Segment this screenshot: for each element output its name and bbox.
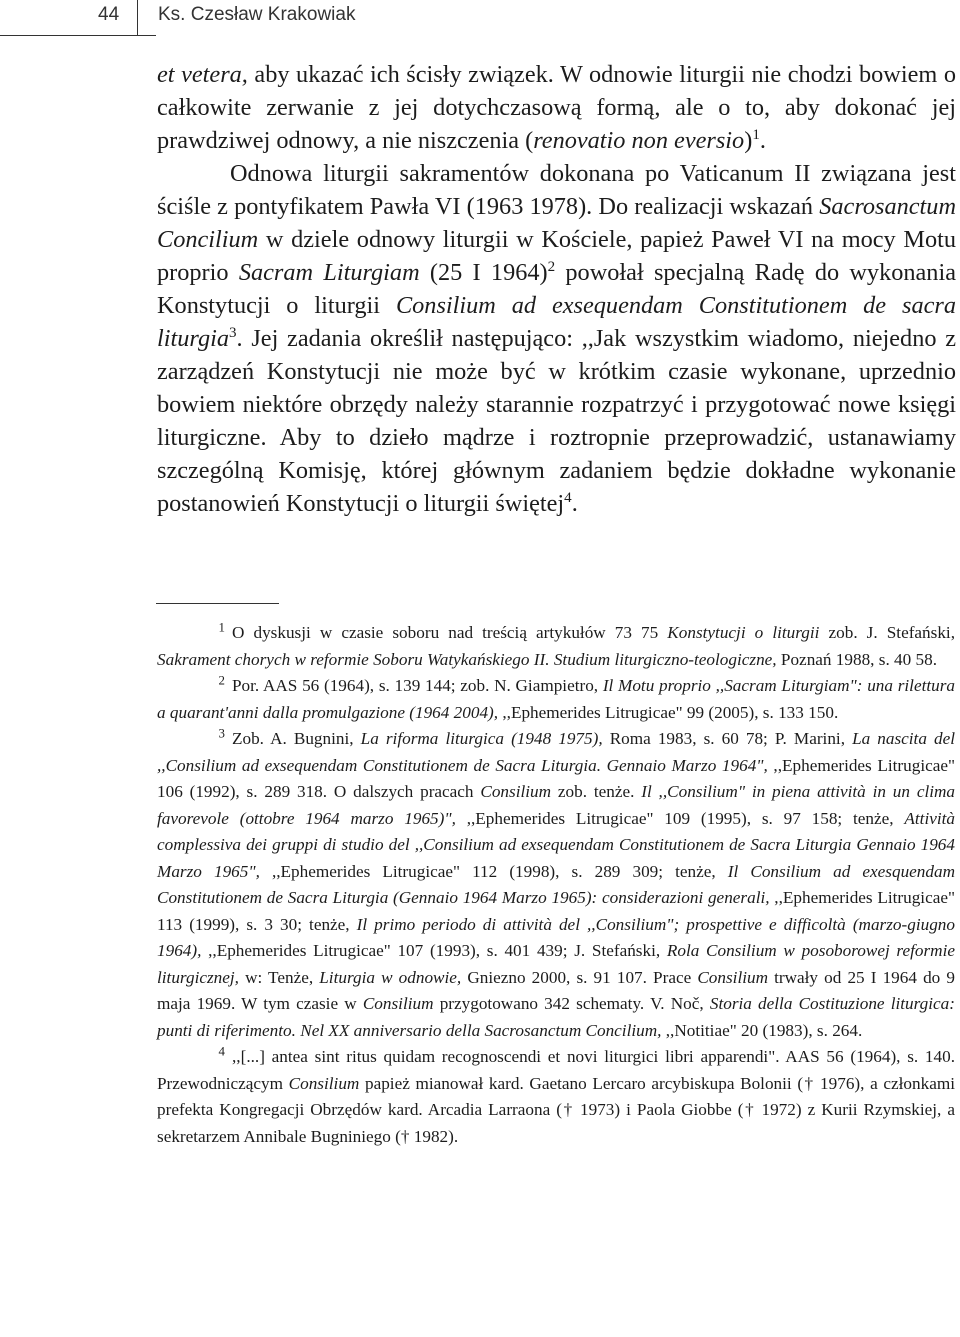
text-span: ,,Ephemerides Litrugicae" 107 (1993), s. 401 439; J. Stefański, bbox=[201, 941, 667, 960]
italic-text: Sakrament chorych w reformie Soboru Watykańskiego II. Studium liturgiczno-teologiczne, bbox=[157, 649, 777, 669]
page-header bbox=[0, 0, 960, 40]
header-rule bbox=[0, 35, 156, 36]
page-number: 44 bbox=[98, 4, 120, 25]
italic-text: Il ,,Consilium" in piena attività in un clima favorevole (ottobre 1964 marzo 1965)", bbox=[157, 782, 956, 828]
main-text bbox=[157, 58, 956, 520]
italic-text: et vetera, bbox=[157, 61, 248, 88]
text-span: . bbox=[571, 490, 578, 517]
italic-text: Attività complessiva dei gruppi di studio del ,,Consilium ad exsequendam Constitutionem de Sacra Liturgia Gennaio 1964 Marzo 1965", bbox=[157, 808, 955, 881]
footnote-number: 2 bbox=[218, 673, 225, 688]
footnote-ref-4[interactable]: 4 bbox=[564, 489, 572, 506]
italic-text: Il Motu proprio ,,Sacram Liturgiam": una rilettura a quarant'anni dalla promulgazione (1964 2004), bbox=[157, 676, 956, 722]
footnote-3 bbox=[157, 726, 955, 1044]
text-span: . bbox=[759, 127, 766, 154]
footnote-number: 1 bbox=[218, 620, 225, 635]
text-span: ,,Ephemerides Litrugicae" 112 (1998), s. 289 309; tenże, bbox=[259, 861, 728, 881]
paragraph-2 bbox=[157, 157, 956, 520]
text-span: ,,Ephemerides Litrugicae" 106 (1992), s. 289 318. O dalszych pracach bbox=[157, 755, 955, 801]
italic-text: Consilium bbox=[480, 782, 552, 801]
italic-text: Consilium bbox=[288, 1073, 360, 1093]
italic-text: Liturgia w odnowie, bbox=[319, 967, 462, 987]
italic-text: Rola Consilium w posoborowej reformie liturgicznej, bbox=[157, 941, 955, 987]
running-head: Ks. Czesław Krakowiak bbox=[158, 4, 356, 25]
text-span: Roma 1983, s. 60 78; P. Marini, bbox=[602, 729, 853, 748]
text-span: ,,Ephemerides Litrugicae" 113 (1999), s. 3 30; tenże, bbox=[157, 888, 955, 934]
footnote-4 bbox=[157, 1044, 955, 1150]
text-span: Poznań 1988, s. 40 58. bbox=[776, 649, 938, 669]
text-span: Odnowa liturgii sakramentów dokonana po Vaticanum II związana jest ściśle z pontyfikatem Pawła VI (1963 1978). Do realizacji wskazań bbox=[157, 160, 956, 220]
italic-text: Il primo periodo di attività del ,,Consilium"; prospettive e difficoltà (marzo-giugno 1964), bbox=[157, 914, 955, 960]
italic-text: Il Consilium ad exesquendam Constitutionem de Sacra Liturgia (Gennaio 1964 Marzo 1965): considerazioni generali, bbox=[157, 861, 955, 907]
footnote-number: 4 bbox=[218, 1044, 225, 1059]
text-span: w: Tenże, bbox=[238, 967, 320, 987]
footnote-2 bbox=[157, 673, 955, 726]
italic-text: renovatio non eversio bbox=[533, 127, 745, 154]
italic-text: La nascita del ,,Consilium ad exsequendam Constitutionem de Sacra Liturgia. Gennaio Marzo 1964", bbox=[157, 729, 955, 775]
footnote-ref-1[interactable]: 1 bbox=[752, 126, 760, 143]
footnote-rule bbox=[156, 603, 279, 604]
italic-text: Sacrosanctum Concilium bbox=[157, 193, 956, 253]
text-span: papież mianował kard. Gaetano Lercaro arcybiskupa Bolonii († 1976), a członkami prefekta Kongregacji Obrzędów kard. Arcadia Larraona († 1973) i Paola Giobbe († 1972) z Kurii Rzymskiej, a sekretarzem Annibale Bugniniego († 1982). bbox=[157, 1073, 955, 1146]
text-span: przygotowano 342 schematy. V. Noč, bbox=[433, 994, 710, 1013]
italic-text: La riforma liturgica (1948 1975), bbox=[360, 729, 603, 748]
text-span: O dyskusji w czasie soboru nad treścią artykułów 73 75 bbox=[232, 623, 668, 642]
footnote-ref-2[interactable]: 2 bbox=[547, 258, 556, 275]
text-span: Por. AAS 56 (1964), s. 139 144; zob. N. Giampietro, bbox=[232, 676, 603, 695]
text-span: . Jej zadania określił następująco: ,,Jak wszystkim wiadomo, niejedno z zarządzeń Konstytucji nie może być w krótkim czasie wykonane, uprzednio bowiem niektóre obrzędy należy starannie rozpatrzyć i przygotować nowe księgi liturgiczne. Aby to dzieło mądrze i roztropnie przeprowadzić, ustanawiamy szczególną Komisję, której głównym zadaniem będzie dokładne wykonanie postanowień Konstytucji o liturgii świętej bbox=[157, 325, 956, 517]
text-span: zob. J. Stefański, bbox=[819, 623, 955, 642]
text-span: ,,[...] antea sint ritus quidam recognoscendi et novi liturgici libri apparendi". AAS 56 (1964), s. 140. Przewodniczącym bbox=[157, 1047, 955, 1093]
text-span: zob. tenże. bbox=[551, 782, 642, 801]
text-span: trwały od 25 I 1964 do 9 maja 1969. W tym czasie w bbox=[157, 967, 955, 1013]
italic-text: Consilium ad exsequendam Constitutionem de sacra liturgia bbox=[157, 292, 956, 352]
footnotes bbox=[157, 620, 955, 1150]
text-span: (25 I 1964) bbox=[419, 259, 548, 286]
paragraph-1 bbox=[157, 58, 956, 157]
text-span: ,,Ephemerides Litrugicae" 109 (1995), s. 97 158; tenże, bbox=[455, 808, 905, 828]
text-span: powołał specjalną Radę do wykonania Konstytucji o liturgii bbox=[157, 259, 956, 319]
text-span: ,,Notitiae" 20 (1983), s. 264. bbox=[661, 1020, 863, 1040]
text-span: ) bbox=[744, 127, 753, 154]
text-span: Gniezno 2000, s. 91 107. Prace bbox=[461, 967, 698, 987]
footnote-ref-3[interactable]: 3 bbox=[229, 324, 237, 341]
italic-text: Storia della Costituzione liturgica: punti di riferimento. Nel XX anniversario della Sacrosanctum Concilium, bbox=[157, 994, 955, 1040]
text-span: aby ukazać ich ścisły związek. W odnowie liturgii nie chodzi bowiem o całkowite zerwanie z jej dotychczasową formą, ale o to, aby dokonać jej prawdziwej odnowy, a nie niszczenia ( bbox=[157, 61, 956, 154]
italic-text: Consilium bbox=[362, 994, 434, 1013]
header-divider bbox=[137, 0, 138, 36]
italic-text: Sacram Liturgiam bbox=[238, 259, 420, 286]
italic-text: Consilium bbox=[697, 967, 768, 987]
text-span: ,,Ephemerides Litrugicae" 99 (2005), s. 133 150. bbox=[498, 702, 839, 722]
footnote-1 bbox=[157, 620, 955, 673]
text-span: Zob. A. Bugnini, bbox=[232, 729, 361, 748]
footnote-number: 3 bbox=[218, 726, 225, 741]
italic-text: Konstytucji o liturgii bbox=[667, 623, 820, 642]
text-span: w dziele odnowy liturgii w Kościele, papież Paweł VI na mocy Motu proprio bbox=[157, 226, 956, 286]
